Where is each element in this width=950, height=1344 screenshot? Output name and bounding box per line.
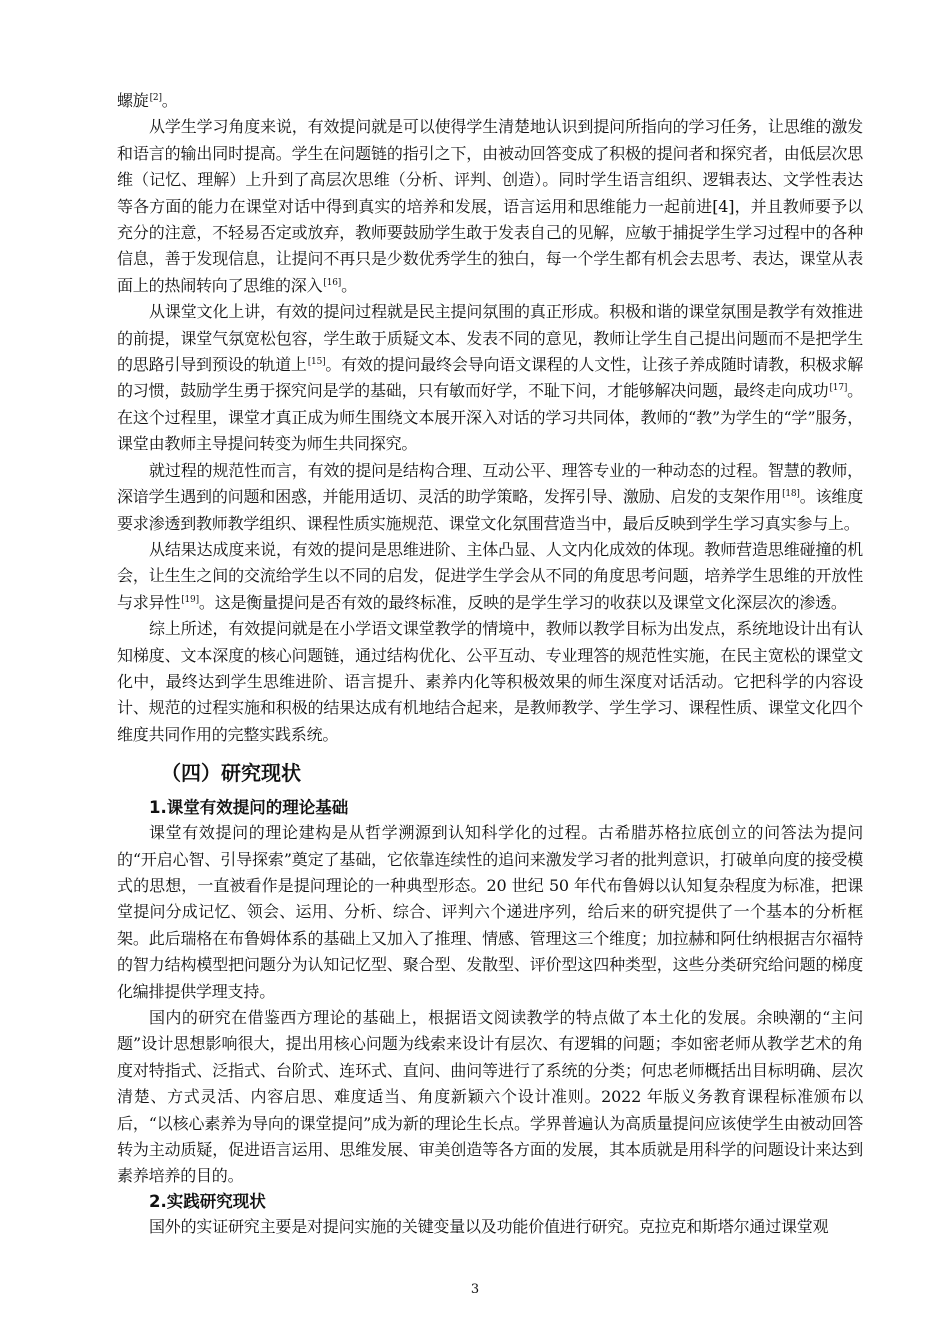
paragraph-text: 。有效的提问最终会导向语文课程的人文性，让孩子养成随时请教，积极求解的习惯，鼓励学生勇于探究问是学的基础，只有敏而好学，不耻下问，才能够解决问题，最终走向成功 (117, 355, 863, 401)
subheading-theory-basis: 1.课堂有效提问的理论基础 (149, 798, 349, 818)
page-number: 3 (470, 1282, 480, 1297)
paragraph-theory-domestic (117, 1005, 863, 1190)
paragraph-practice-foreign (117, 1214, 863, 1240)
citation-ref: [15] (307, 357, 326, 368)
paragraph-text: 从结果达成度来说，有效的提问是思维进阶、主体凸显、人文内化成效的体现。教师营造思维碰撞的机会，让生生之间的交流给学生以不同的启发，促进学生学会从不同的角度思考问题，培养学生思维的开放性与求异性 (117, 539, 863, 612)
paragraph-outcome (117, 537, 863, 616)
paragraph-text: 。该维度要求渗透到教师教学组织、课程性质实施规范、课堂文化氛围营造当中，最后反映到学生学习真实参与上。 (117, 487, 863, 533)
paragraph-text: 。在这个过程里，课堂才真正成为师生围绕文本展开深入对话的学习共同体，教师的“教”为学生的“学”服务，课堂由教师主导提问转变为师生共同探究。 (117, 381, 863, 454)
citation-ref: [17] (829, 383, 848, 394)
paragraph-text: 螺旋 (117, 91, 149, 110)
paragraph-text: 就过程的规范性而言，有效的提问是结构合理、互动公平、理答专业的一种动态的过程。智慧的教师，深谙学生遇到的问题和困惑，并能用适切、灵活的助学策略，发挥引导、激励、启发的支架作用 (117, 460, 863, 507)
paragraph-student-learning (117, 114, 863, 299)
paragraph-text: 国内的研究在借鉴西方理论的基础上，根据语文阅读教学的特点做了本土化的发展。余映潮的“主问题”设计思想影响很大，提出用核心问题为线索来设计有层次、有逻辑的问题；李如密老师从教学艺术的角度对特指式、泛指式、台阶式、连环式、直问、曲问等进行了系统的分类；何忠老师概括出目标明确、层次清楚、方式灵活、内容启思、难度适当、角度新颖六个设计准则。2022 年版义务教育课程标准颁布以后，“以核心素养为导向的课堂提问”成为新的理论生长点。学界普遍认为高质量提问应该使学生由被动回答转为主动质疑，促进语言运用、思维发展、审美创造等各方面的发展，其本质就是用科学的问题设计来达到素养培养的目的。 (117, 1008, 863, 1186)
paragraph-text: 课堂有效提问的理论建构是从哲学溯源到认知科学化的过程。古希腊苏格拉底创立的问答法为提问的“开启心智、引导探索”奠定了基础，它依靠连续性的追问来激发学习者的批判意识，打破单向度的接受模式的思想，一直被看作是提问理论的一种典型形态。20 世纪 50 年代布鲁姆以认知复杂程度为标准，把课堂提问分成记忆、领会、运用、分析、综合、评判六个递进序列，给后来的研究提供了一个基本的分析框架。此后瑞格在布鲁姆体系的基础上又加入了推理、情感、管理这三个维度；加拉赫和阿仕纳根据吉尔福特的智力结构模型把问题分为认知记忆型、聚合型、发散型、评价型这四种类型，这些分类研究给问题的梯度化编排提供学理支持。 (117, 823, 863, 1001)
subheading-practice-research: 2.实践研究现状 (149, 1191, 266, 1211)
citation-ref: [18] (782, 489, 800, 500)
paragraph-text: 从学生学习角度来说，有效提问就是可以使得学生清楚地认识到提问所指向的学习任务，让思维的激发和语言的输出同时提高。学生在问题链的指引之下，由被动回答变成了积极的提问者和探究者，由低层次思维（记忆、理解）上升到了高层次思维（分析、评判、创造）。同时学生语言组织、逻辑表达、文学性表达等各方面的能力在课堂对话中得到真实的培养和发展，语言运用和思维能力一起前进[4]，并且教师要予以充分的注意，不轻易否定或放弃，教师要鼓励学生敢于发表自己的见解，应敏于捕捉学生学习过程中的各种信息，善于发现信息，让提问不再只是少数优秀学生的独白，每一个学生都有机会去思考、表达，课堂从表面上的热闹转向了思维的深入 (117, 117, 863, 295)
paragraph-text: 。 (341, 275, 357, 295)
section-heading-research-status: （四）研究现状 (161, 761, 301, 786)
page-body (117, 88, 863, 1240)
paragraph-text: 综上所述，有效提问就是在小学语文课堂教学的情境中，教师以教学目标为出发点，系统地设计出有认知梯度、文本深度的核心问题链，通过结构优化、公平互动、专业理答的规范性实施，在民主宽松的课堂文化中，最终达到学生思维进阶、语言提升、素养内化等积极效果的师生深度对话活动。它把科学的内容设计、规范的过程实施和积极的结果达成有机地结合起来，是教师教学、学生学习、课程性质、课堂文化四个维度共同作用的完整实践系统。 (117, 619, 863, 744)
paragraph-process-norms (117, 458, 863, 537)
paragraph-text: 国外的实证研究主要是对提问实施的关键变量以及功能价值进行研究。克拉克和斯塔尔通过课堂观 (149, 1216, 829, 1236)
paragraph-text: 。这是衡量提问是否有效的最终标准，反映的是学生学习的收获以及课堂文化深层次的渗透。 (198, 592, 847, 612)
paragraph-classroom-culture (117, 299, 863, 457)
citation-ref: [19] (181, 594, 199, 605)
paragraph-text: 。 (161, 91, 178, 110)
paragraph-theory-foreign (117, 820, 863, 1005)
paragraph-text: 从课堂文化上讲，有效的提问过程就是民主提问氛围的真正形成。积极和谐的课堂氛围是教学有效推进的前提，课堂气氛宽松包容，学生敢于质疑文本、发表不同的意见，教师让学生自己提出问题而不是把学生的思路引导到预设的轨道上 (117, 302, 863, 375)
citation-ref: [2] (149, 93, 162, 103)
citation-ref: [16] (323, 277, 342, 288)
paragraph-continuation (117, 88, 863, 114)
paragraph-summary (117, 616, 863, 748)
